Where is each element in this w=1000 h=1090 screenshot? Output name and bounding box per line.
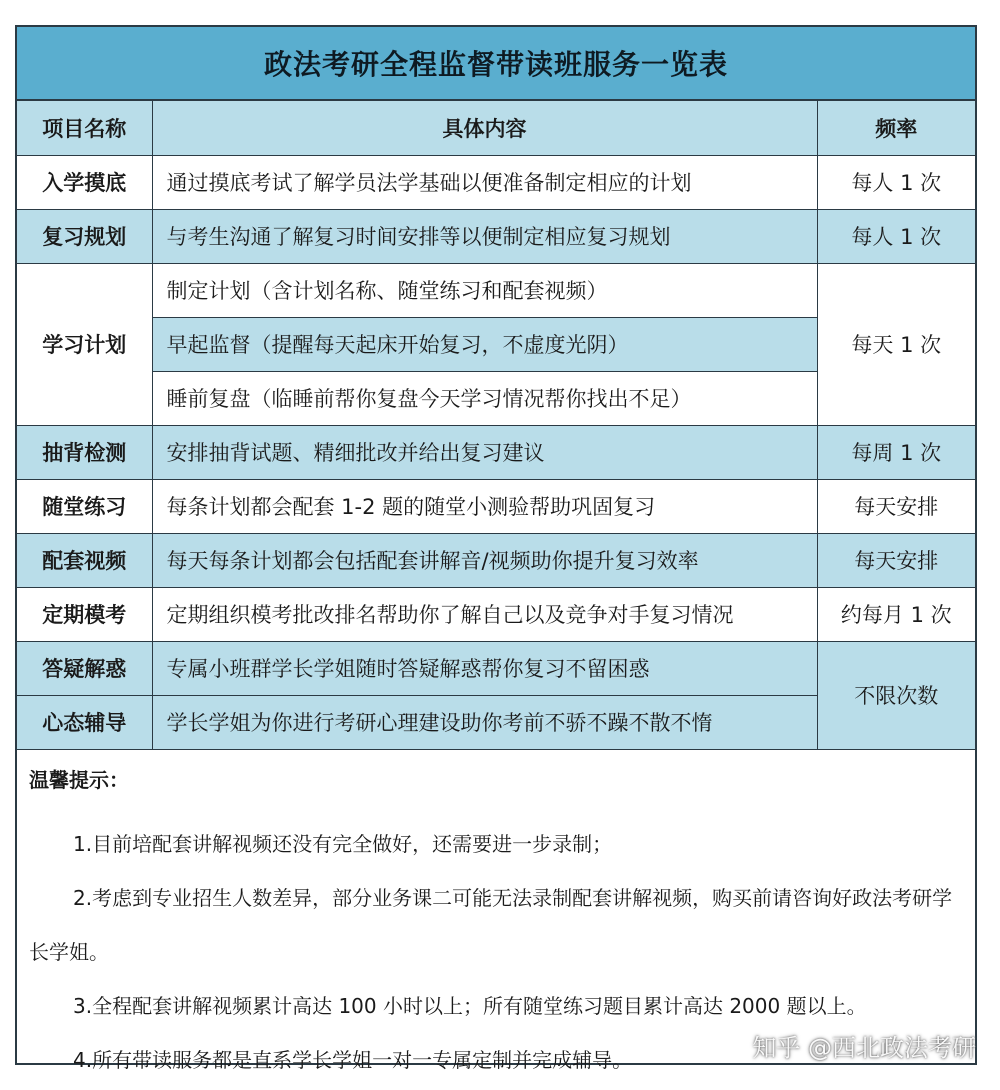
row-name: 配套视频: [17, 533, 152, 587]
row-content: 通过摸底考试了解学员法学基础以便准备制定相应的计划: [152, 155, 817, 209]
row-subcontent: 制定计划（含计划名称、随堂练习和配套视频）: [152, 263, 817, 317]
row-name: 学习计划: [17, 263, 152, 425]
table-row: [17, 641, 975, 695]
row-content: 每天每条计划都会包括配套讲解音/视频助你提升复习效率: [152, 533, 817, 587]
row-subcontent: 早起监督（提醒每天起床开始复习，不虚度光阴）: [152, 317, 817, 371]
note-item: 4.所有带读服务都是直系学长学姐一对一专属定制并完成辅导。: [73, 1047, 633, 1072]
row-freq: 每天安排: [817, 533, 975, 587]
table-row: [17, 209, 975, 263]
row-freq: 每周 1 次: [817, 425, 975, 479]
table-row: [17, 479, 975, 533]
header-freq: 频率: [817, 101, 975, 155]
table-row: [17, 425, 975, 479]
note-item: 2.考虑到专业招生人数差异，部分业务课二可能无法录制配套讲解视频，购买前请咨询好政法考研学长学姐。: [29, 885, 953, 964]
row-content: 与考生沟通了解复习时间安排等以便制定相应复习规划: [152, 209, 817, 263]
row-name: 复习规划: [17, 209, 152, 263]
page-title: 政法考研全程监督带读班服务一览表: [17, 27, 975, 101]
table-header-row: [17, 101, 975, 155]
row-name: 入学摸底: [17, 155, 152, 209]
row-freq: 每人 1 次: [817, 155, 975, 209]
row-content: 专属小班群学长学姐随时答疑解惑帮你复习不留困惑: [152, 641, 817, 695]
row-content: 定期组织模考批改排名帮助你了解自己以及竞争对手复习情况: [152, 587, 817, 641]
row-content: 安排抽背试题、精细批改并给出复习建议: [152, 425, 817, 479]
row-name: 随堂练习: [17, 479, 152, 533]
watermark: 知乎 @西北政法考研: [752, 1034, 976, 1062]
row-content: 学长学姐为你进行考研心理建设助你考前不骄不躁不散不惰: [152, 695, 817, 749]
header-content: 具体内容: [152, 101, 817, 155]
table-row: [17, 533, 975, 587]
row-name: 定期模考: [17, 587, 152, 641]
row-freq: 约每月 1 次: [817, 587, 975, 641]
row-name: 抽背检测: [17, 425, 152, 479]
row-name: 心态辅导: [17, 695, 152, 749]
header-name: 项目名称: [17, 101, 152, 155]
notes-title: 温馨提示：: [29, 767, 129, 792]
service-sheet: [15, 25, 977, 1072]
service-table: [17, 101, 975, 750]
table-row: [17, 263, 975, 317]
row-freq: 每天 1 次: [817, 263, 975, 425]
note-item: 1.目前培配套讲解视频还没有完全做好，还需要进一步录制；: [73, 831, 613, 856]
row-freq: 不限次数: [817, 641, 975, 749]
row-subcontent: 睡前复盘（临睡前帮你复盘今天学习情况帮你找出不足）: [152, 371, 817, 425]
row-content: 每条计划都会配套 1-2 题的随堂小测验帮助巩固复习: [152, 479, 817, 533]
table-row: [17, 587, 975, 641]
note-item: 3.全程配套讲解视频累计高达 100 小时以上；所有随堂练习题目累计高达 2000 题以上。: [73, 993, 867, 1018]
row-freq: 每人 1 次: [817, 209, 975, 263]
row-freq: 每天安排: [817, 479, 975, 533]
row-name: 答疑解惑: [17, 641, 152, 695]
table-row: [17, 155, 975, 209]
